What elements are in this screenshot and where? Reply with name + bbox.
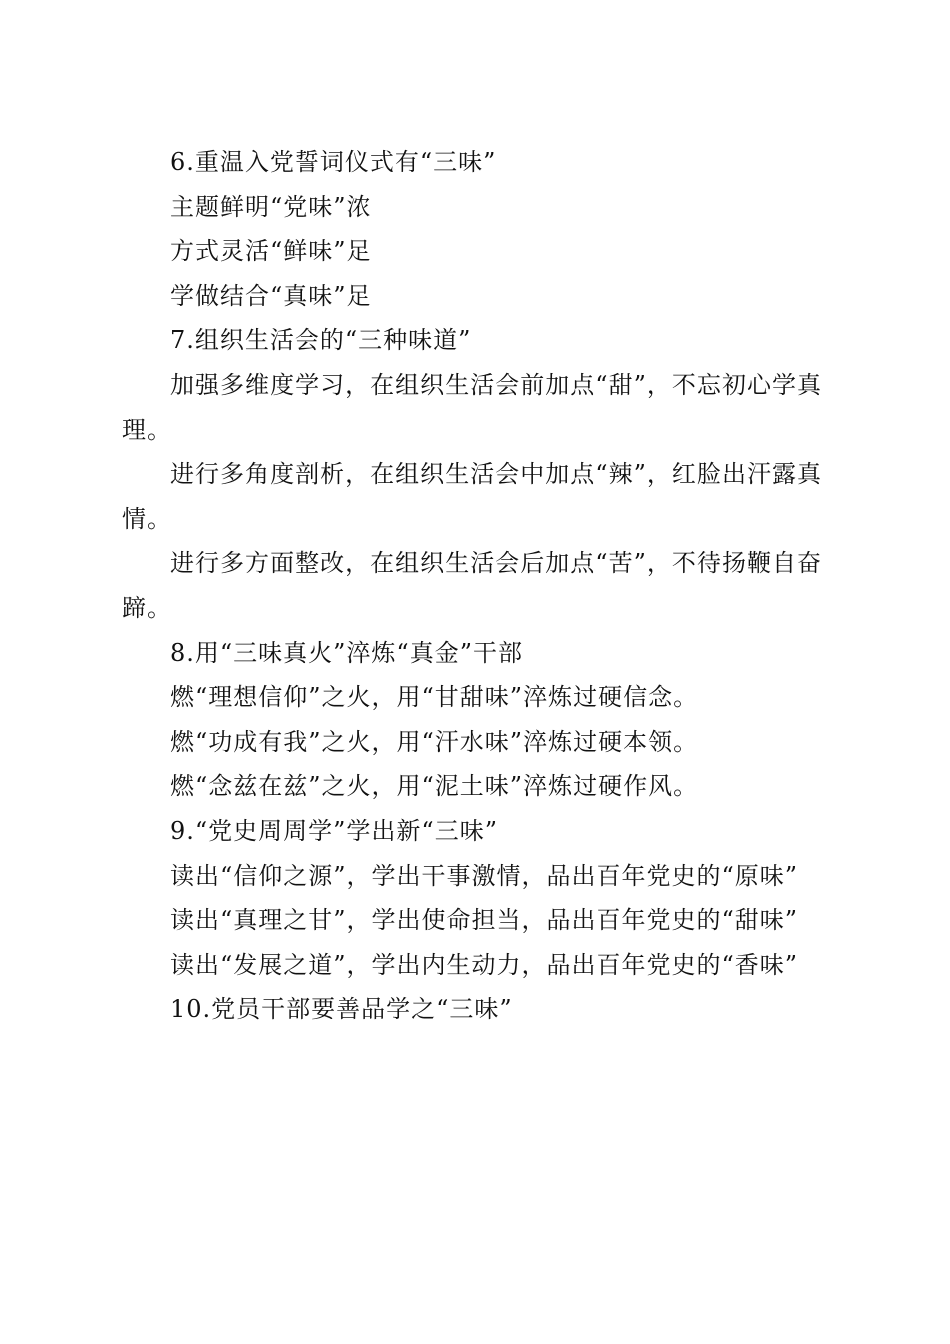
section-7-item-3: 进行多方面整改，在组织生活会后加点“苦”，不待扬鞭自奋蹄。 bbox=[122, 549, 822, 622]
section-8-item-2: 燃“功成有我”之火，用“汗水味”淬炼过硬本领。 bbox=[170, 727, 699, 756]
section-6-item-3: 学做结合“真味”足 bbox=[170, 281, 372, 310]
section-7-heading: 7.组织生活会的“三种味道” bbox=[170, 326, 472, 355]
section-7-item-2: 进行多角度剖析，在组织生活会中加点“辣”，红脸出汗露真情。 bbox=[122, 460, 822, 533]
document-body bbox=[122, 140, 822, 1032]
section-9-heading: 9.“党史周周学”学出新“三味” bbox=[170, 816, 498, 845]
section-8-item-1: 燃“理想信仰”之火，用“甘甜味”淬炼过硬信念。 bbox=[170, 683, 699, 712]
section-9-item-2: 读出“真理之甘”，学出使命担当，品出百年党史的“甜味” bbox=[170, 906, 799, 935]
section-6-item-2: 方式灵活“鲜味”足 bbox=[170, 237, 372, 266]
section-9-item-1: 读出“信仰之源”，学出干事激情，品出百年党史的“原味” bbox=[170, 861, 799, 890]
section-8-item-3: 燃“念兹在兹”之火，用“泥土味”淬炼过硬作风。 bbox=[170, 772, 699, 801]
section-6-item-1: 主题鲜明“党味”浓 bbox=[170, 192, 372, 221]
section-6-heading: 6.重温入党誓词仪式有“三味” bbox=[170, 148, 497, 176]
section-9-item-3: 读出“发展之道”，学出内生动力，品出百年党史的“香味” bbox=[170, 950, 799, 979]
section-7-item-1: 加强多维度学习，在组织生活会前加点“甜”，不忘初心学真理。 bbox=[122, 370, 822, 444]
section-10-heading: 10.党员干部要善品学之“三味” bbox=[170, 995, 513, 1024]
section-8-heading: 8.用“三味真火”淬炼“真金”干部 bbox=[170, 638, 523, 667]
